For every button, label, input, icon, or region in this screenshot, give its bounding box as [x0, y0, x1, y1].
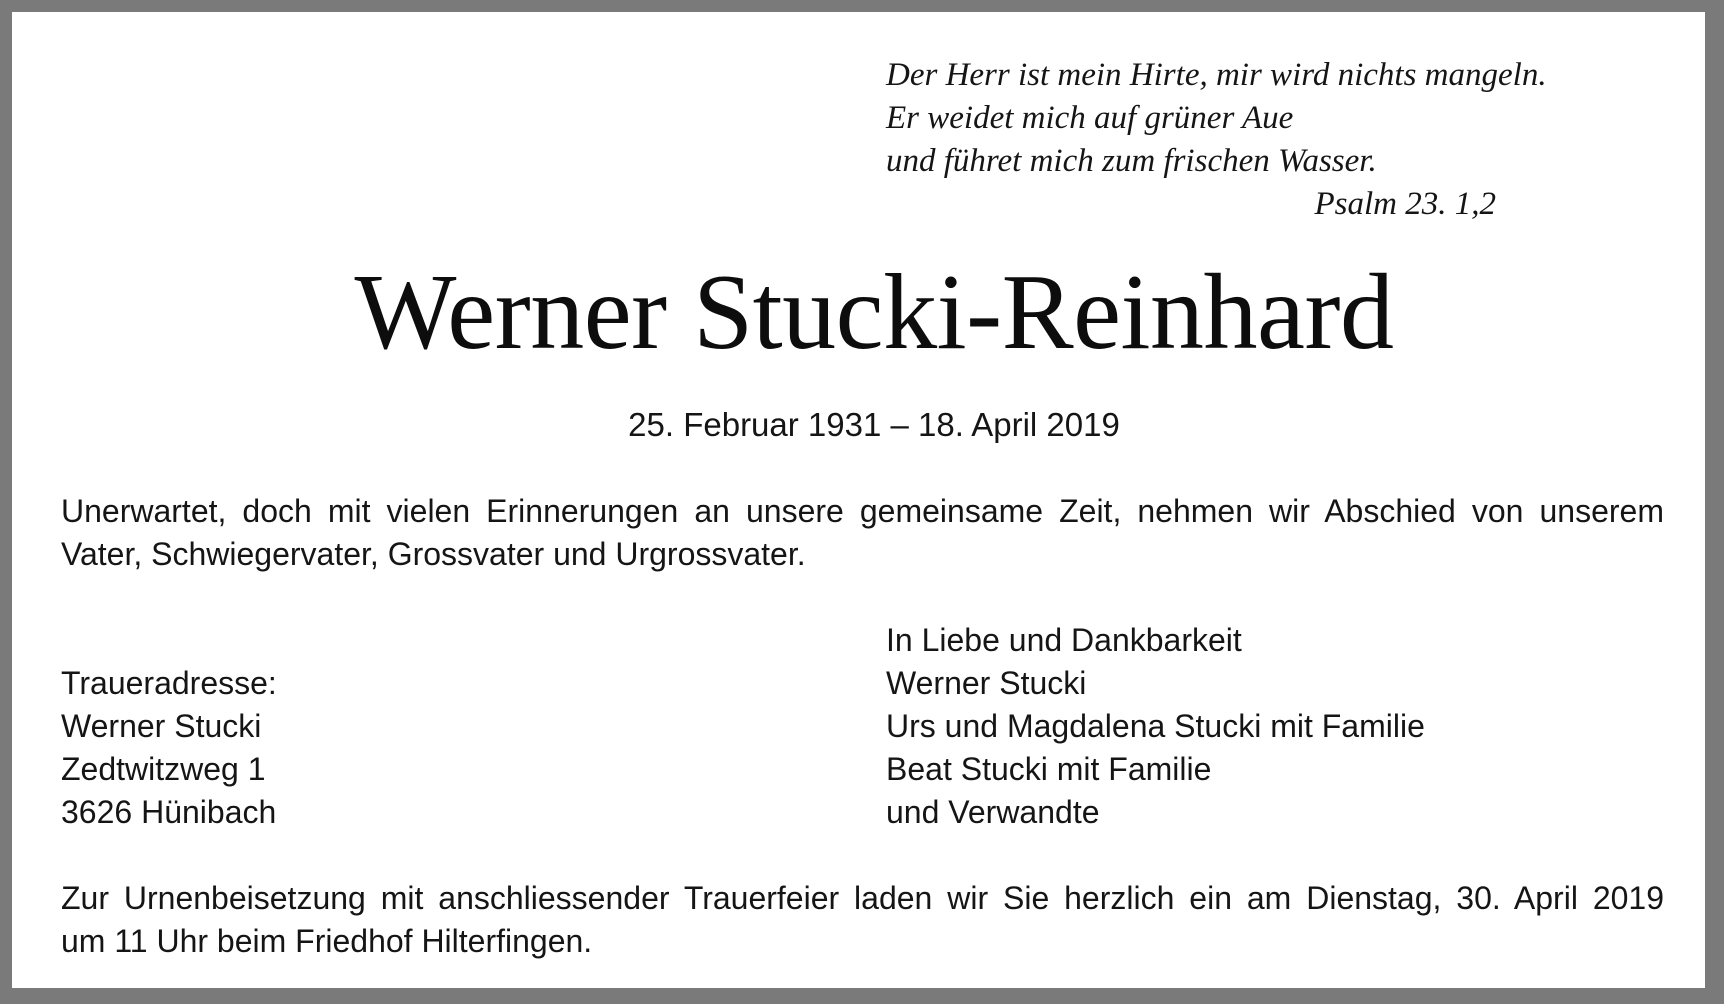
closing-line: um 11 Uhr beim Friedhof Hilterfingen. [61, 923, 593, 959]
family-signature [886, 619, 1425, 834]
family-member: Beat Stucki mit Familie [886, 751, 1212, 787]
life-dates: 25. Februar 1931 – 18. April 2019 [628, 406, 1120, 443]
address-city: 3626 Hünibach [61, 794, 277, 830]
deceased-name: Werner Stucki-Reinhard [354, 253, 1394, 372]
psalm-line: Er weidet mich auf grüner Aue [886, 100, 1294, 136]
psalm-quote [886, 54, 1596, 226]
psalm-reference: Psalm 23. 1,2 [1314, 186, 1496, 222]
obituary-notice [12, 12, 1705, 988]
address-street: Zedtwitzweg 1 [61, 751, 266, 787]
family-member: Werner Stucki [886, 665, 1087, 701]
closing-paragraph [61, 877, 1664, 963]
intro-paragraph [61, 490, 1664, 576]
family-member: und Verwandte [886, 794, 1100, 830]
family-heading: In Liebe und Dankbarkeit [886, 622, 1242, 658]
closing-line: Zur Urnenbeisetzung mit anschliessender Trauerfeier laden wir Sie herzlich ein am Dienstag, 30. April 2019 [61, 880, 1664, 916]
psalm-line: Der Herr ist mein Hirte, mir wird nichts mangeln. [886, 57, 1547, 93]
mourning-address [61, 662, 277, 834]
address-name: Werner Stucki [61, 708, 262, 744]
address-label: Traueradresse: [61, 665, 277, 701]
family-member: Urs und Magdalena Stucki mit Familie [886, 708, 1425, 744]
intro-line: Vater, Schwiegervater, Grossvater und Urgrossvater. [61, 536, 806, 572]
intro-line: Unerwartet, doch mit vielen Erinnerungen an unsere gemeinsame Zeit, nehmen wir Abschied von unserem [61, 493, 1664, 529]
psalm-line: und führet mich zum frischen Wasser. [886, 143, 1377, 179]
